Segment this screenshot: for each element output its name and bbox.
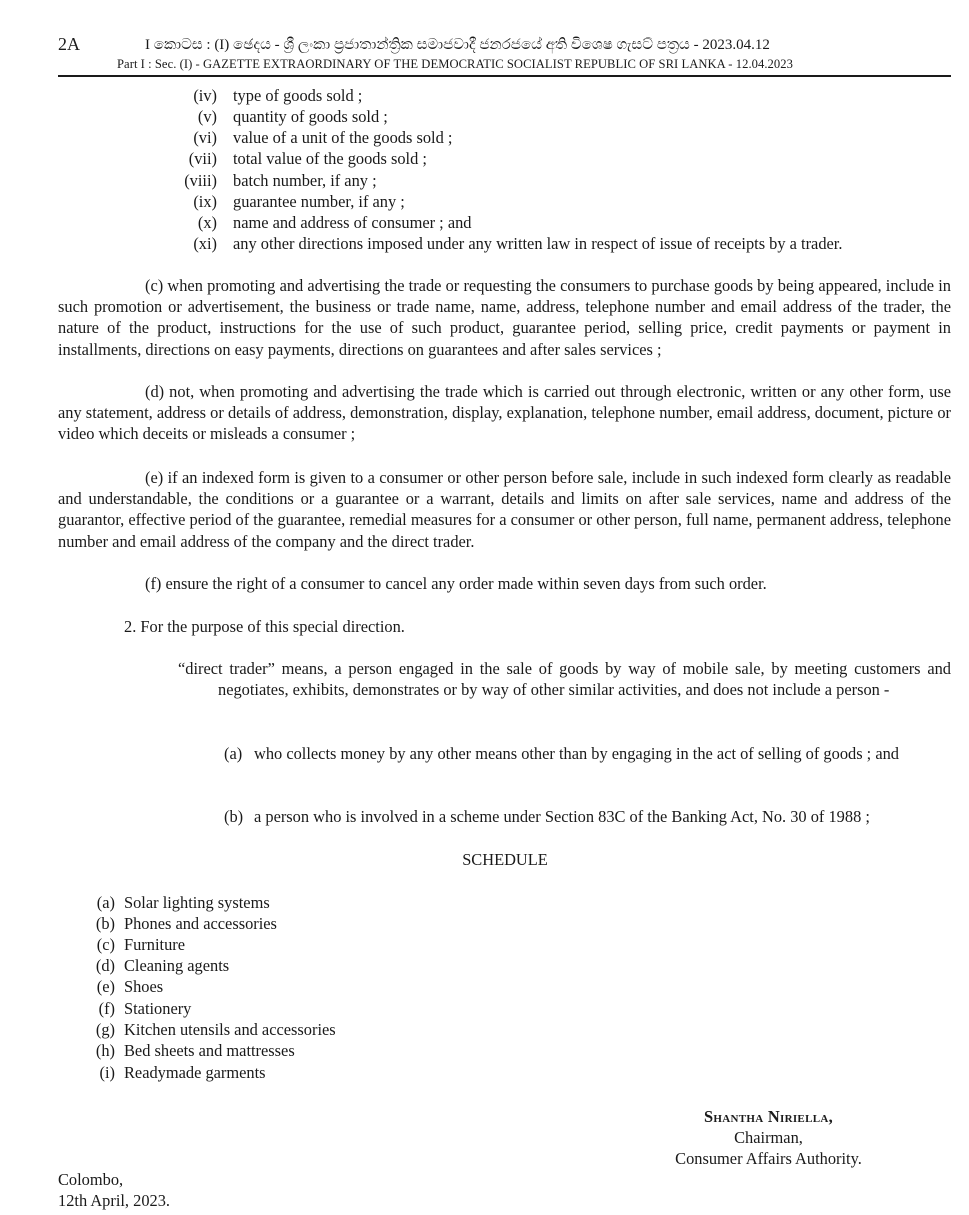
list-item [95,913,277,934]
list-item [96,892,270,913]
item-text: batch number, if any ; [233,171,377,190]
list-item [96,976,164,997]
paragraph-d [58,381,951,445]
place-date [58,1169,170,1211]
item-number: (xi) [193,234,217,253]
list-item [98,998,192,1019]
list-item [193,233,843,254]
item-text: value of a unit of the goods sold ; [233,128,453,147]
item-number: (b) [95,914,115,933]
item-number: (v) [197,107,217,126]
item-text: Readymade garments [124,1063,266,1082]
list-item [95,1040,295,1061]
item-text: guarantee number, if any ; [233,192,405,211]
paragraph-e [58,467,951,552]
item-text: Solar lighting systems [124,893,270,912]
exclusion-text: a person who is involved in a scheme under Section 83C of the Banking Act, No. 30 of 1988 ; [254,807,870,826]
list-item [188,148,427,169]
place: Colombo, [58,1170,124,1189]
exclusion-number: (b) [224,807,244,826]
list-item [193,191,405,212]
item-text: Stationery [124,999,192,1018]
list-item [193,127,453,148]
item-number: (a) [96,893,115,912]
header-english-title: Part I : Sec. (I) - GAZETTE EXTRAORDINARY OF THE DEMOCRATIC SOCIALIST REPUBLIC OF SRI LANKA - 12.04.2023 [117,57,793,71]
item-number: (h) [95,1041,115,1060]
list-item [184,170,377,191]
item-number: (vi) [193,128,217,147]
item-number: (e) [96,977,115,996]
list-item [193,85,363,106]
paragraph-c-text: (c) when promoting and advertising the trade or requesting the consumers to purchase goods by being appeared, include in such promotion or advertisement, the business or trade name, name, address, telephone number and email address of the trader, the nature of the product, instructions for the use of such product, guarantee period, selling price, credit payments or payment in installments, directions on easy payments, directions on guarantees and after sales services ; [58,276,951,359]
item-number: (iv) [193,86,217,105]
item-number: (ix) [193,192,217,211]
header-sinhala-title: I කොටස : (I) ඡෙදය - ශ්‍රී ලංකා ප්‍රජාතාන්ත්‍රික සමාජවාදී ජනරජයේ අති විශෙෂ ගැසට් පත්‍රය - 2023.04.12 [145,37,770,53]
list-item [95,1019,336,1040]
page-number: 2A [58,34,80,54]
item-text: quantity of goods sold ; [233,107,388,126]
item-number: (d) [95,956,115,975]
list-item [197,106,388,127]
exclusion-b [224,806,951,827]
section-2-heading: 2. For the purpose of this special direction. [124,617,405,636]
date: 12th April, 2023. [58,1191,171,1211]
signature-block [600,1106,937,1170]
list-item [95,955,230,976]
item-number: (vii) [188,149,217,168]
item-number: (c) [96,935,115,954]
list-item [197,212,472,233]
paragraph-d-text: (d) not, when promoting and advertising the trade which is carried out through electronic, written or any other form, use any statement, address or details of address, demonstration, display, explanation, telephone number, email address, document, picture or video which deceits or misleads a consumer ; [58,382,951,444]
exclusion-text: who collects money by any other means other than by engaging in the act of selling of goods ; and [254,744,899,763]
item-number: (viii) [184,171,217,190]
signatory-name: Shantha Niriella, [704,1107,833,1126]
paragraph-e-text: (e) if an indexed form is given to a consumer or other person before sale, include in such indexed form clearly as readable and understandable, the conditions or a guarantee or a warrant, details and limits on after sale services, name and address of the guarantor, effective period of the guarantee, remedial measures for a consumer or other person, full name, permanent address, telephone number and email address of the company and the direct trader. [58,468,951,551]
paragraph-f: (f) ensure the right of a consumer to cancel any order made within seven days from such order. [145,574,767,593]
item-text: Furniture [124,935,186,954]
item-text: name and address of consumer ; and [233,213,472,232]
exclusion-number: (a) [224,744,243,763]
paragraph-c [58,275,951,360]
item-number: (f) [98,999,115,1018]
item-text: Shoes [124,977,164,996]
signatory-title: Chairman, [734,1128,803,1148]
item-text: type of goods sold ; [233,86,363,105]
schedule-title: SCHEDULE [462,850,548,869]
item-text: Bed sheets and mattresses [124,1041,295,1060]
page-header [0,0,969,80]
item-text: Phones and accessories [124,914,277,933]
list-item [99,1062,266,1083]
item-number: (i) [99,1063,115,1082]
direct-trader-definition: “direct trader” means, a person engaged in the sale of goods by way of mobile sale, by meeting customers and negotiates, exhibits, demonstrates or by way of other similar activities, and does not include a person - [178,659,951,700]
list-item [96,934,186,955]
item-number: (g) [95,1020,115,1039]
item-text: Cleaning agents [124,956,230,975]
item-text: total value of the goods sold ; [233,149,427,168]
header-divider [58,75,951,77]
item-text: Kitchen utensils and accessories [124,1020,336,1039]
signatory-organization: Consumer Affairs Authority. [675,1149,862,1169]
exclusion-a [224,743,951,764]
item-number: (x) [197,213,217,232]
item-text: any other directions imposed under any written law in respect of issue of receipts by a trader. [233,234,843,253]
